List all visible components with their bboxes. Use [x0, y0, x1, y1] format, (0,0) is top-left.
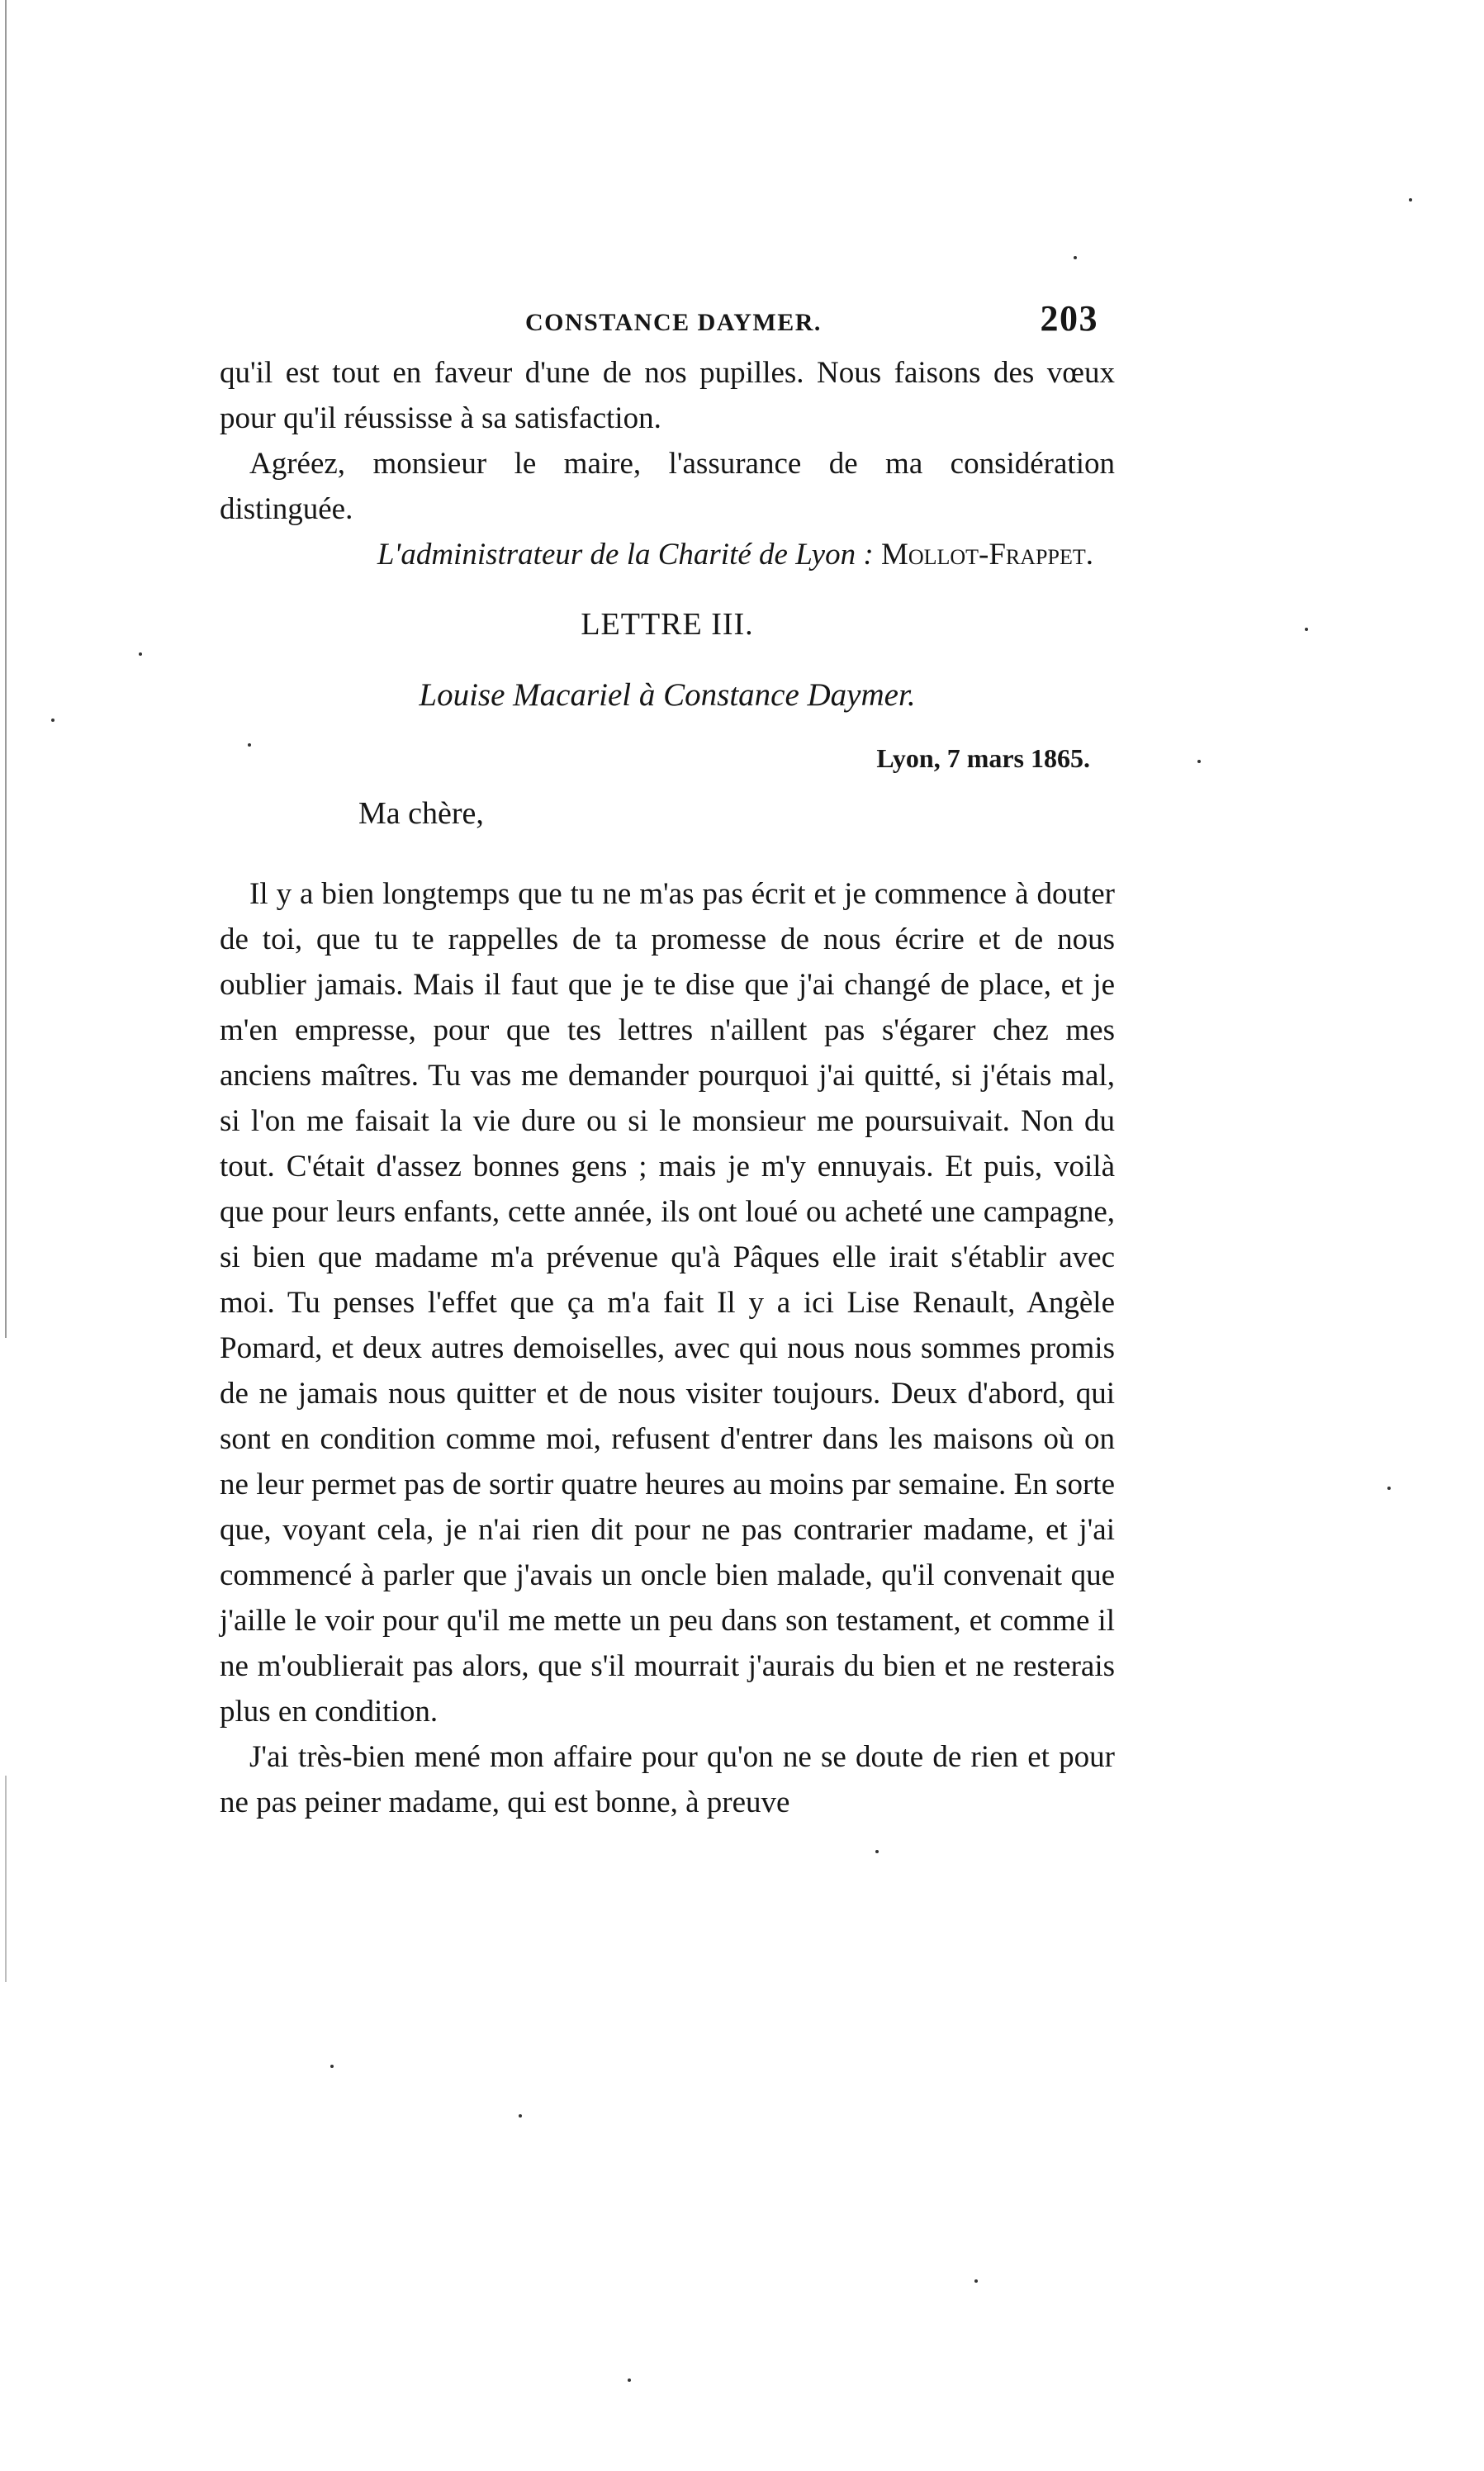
text-block	[220, 297, 1115, 1825]
speck	[1197, 760, 1201, 763]
letter-salutation: Ma chère,	[358, 796, 484, 831]
running-head	[220, 297, 1115, 350]
running-head-title: CONSTANCE DAYMER.	[525, 309, 822, 336]
letter-paragraph: Il y a bien longtemps que tu ne m'as pas écrit et je commence à douter de toi, que tu te rappelles de ta promesse de nous écrire et de nous oublier jamais. Mais il faut que je te dise que j'ai changé de place, et je m'en empresse, pour que tes lettres n'aillent pas s'égarer chez mes anciens maîtres. Tu vas me demander pourquoi j'ai quitté, si j'étais mal, si l'on me faisait la vie dure ou si le monsieur me poursuivait. Non du tout. C'était d'assez bonnes gens ; mais je m'y ennuyais. Et puis, voilà que pour leurs enfants, cette année, ils ont loué ou acheté une campagne, si bien que madame m'a prévenue qu'à Pâques elle irait s'établir avec moi. Tu penses l'effet que ça m'a fait Il y a ici Lise Renault, Angèle Pomard, et deux autres demoiselles, avec qui nous nous sommes promis de ne jamais nous quitter et de nous visiter toujours. Deux d'abord, qui sont en condition comme moi, refusent d'entrer dans les maisons où on ne leur permet pas de sortir quatre heures au moins par semaine. En sorte que, voyant cela, je n'ai rien dit pour ne pas contrarier madame, et j'ai commencé à parler que j'avais un oncle bien malade, qu'il convenait que j'aille le voir pour qu'il me mette un peu dans son testament, et comme il ne m'oublierait pas alors, que s'il mourrait j'aurais du bien et ne resterais plus en condition.	[220, 877, 1115, 1729]
letter-subheading: Louise Macariel à Constance Daymer.	[419, 677, 916, 713]
speck	[628, 2379, 631, 2382]
speck	[974, 2279, 978, 2283]
speck	[51, 719, 55, 722]
speck	[248, 743, 251, 747]
letter-heading: LETTRE III.	[581, 607, 754, 642]
page-edge-line	[5, 0, 7, 1338]
paragraph-continuation: qu'il est tout en faveur d'une de nos pupilles. Nous faisons des vœux pour qu'il réussisse à sa satisfaction.	[220, 356, 1115, 435]
speck	[1074, 256, 1077, 259]
speck	[1305, 628, 1308, 631]
speck	[139, 652, 142, 656]
signature-line	[220, 532, 1115, 577]
speck	[330, 2065, 334, 2068]
letter-dateline: Lyon, 7 mars 1865.	[876, 743, 1090, 773]
paragraph-closing-formula: Agréez, monsieur le maire, l'assurance de ma considération distinguée.	[220, 447, 1115, 526]
page-number: 203	[1040, 298, 1098, 339]
letter-paragraph: J'ai très-bien mené mon affaire pour qu'on ne se doute de rien et pour ne pas peiner madame, qui est bonne, à preuve	[220, 1740, 1115, 1819]
speck	[1409, 198, 1412, 202]
speck	[875, 1850, 879, 1853]
page-edge-line-lower	[5, 1776, 7, 1982]
speck	[1387, 1487, 1391, 1490]
signature-role: L'administrateur de la Charité de Lyon :	[377, 538, 874, 572]
letter-body	[220, 871, 1115, 1825]
signature-name: Mollot-Frappet.	[880, 538, 1093, 572]
speck	[519, 2114, 522, 2118]
